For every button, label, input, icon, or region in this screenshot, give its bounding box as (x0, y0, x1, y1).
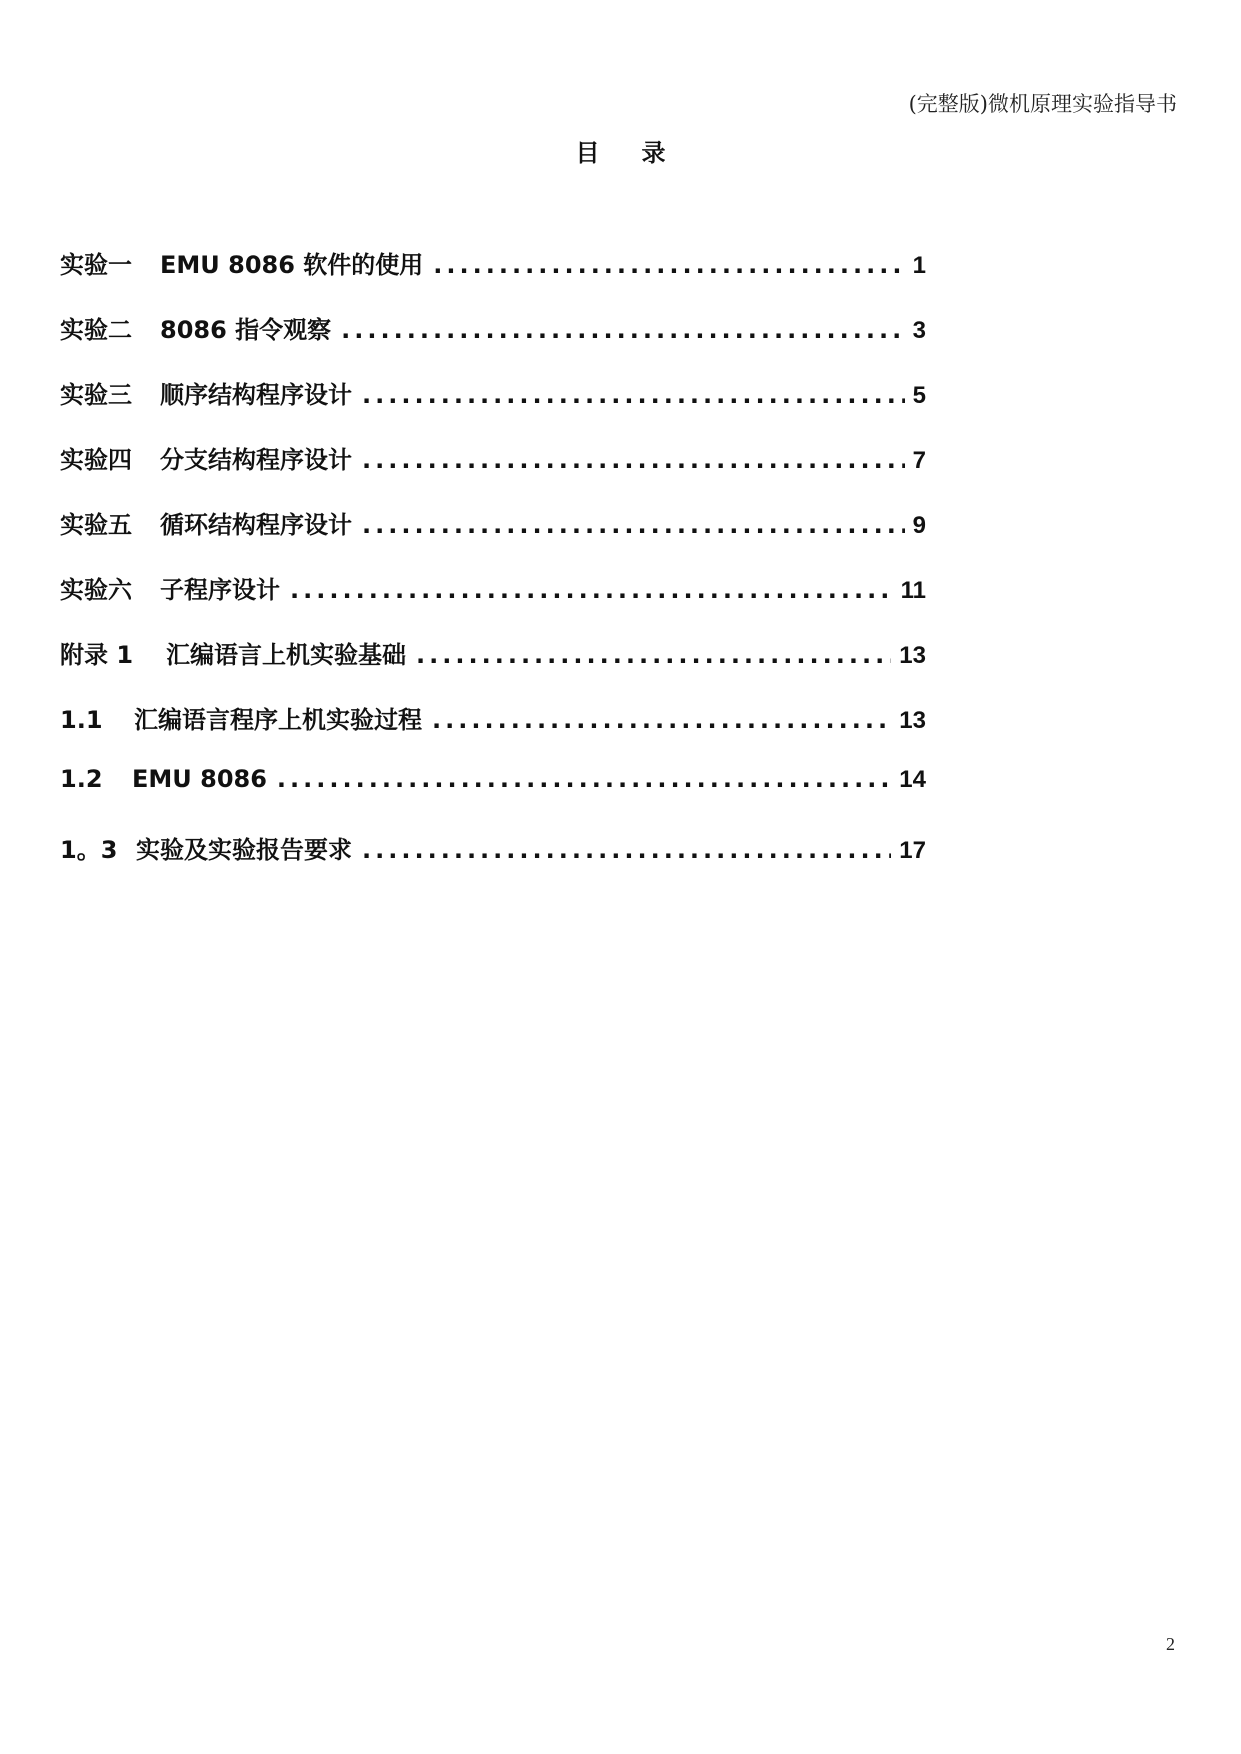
toc-entry-7[interactable] (60, 635, 926, 700)
toc-entry-number: 实验一 (60, 251, 132, 279)
toc-entry-page: 5 (912, 382, 926, 409)
dot-leader (277, 765, 891, 793)
dot-leader (362, 381, 905, 409)
toc-entry-3[interactable] (60, 375, 926, 440)
toc-entry-number: 1.1 (60, 706, 103, 734)
toc-entry-number: 实验四 (60, 446, 132, 474)
toc-entry-8[interactable] (60, 700, 926, 765)
toc-entry-title: 8086 指令观察 (160, 316, 332, 344)
dot-leader (433, 251, 904, 279)
toc-entry-number: 附录 1 (60, 641, 134, 669)
toc-entry-title: 循环结构程序设计 (160, 511, 352, 539)
toc-entry-page: 3 (912, 317, 926, 344)
toc-entry-page: 17 (899, 837, 926, 864)
toc-entry-page: 11 (900, 577, 926, 604)
toc-entry-number: 1.2 (60, 765, 103, 793)
toc-entry-4[interactable] (60, 440, 926, 505)
dot-leader (362, 511, 905, 539)
toc-entry-title: EMU 8086 (132, 765, 267, 793)
toc-entry-page: 13 (899, 642, 926, 669)
dot-leader (341, 316, 904, 344)
toc-entry-page: 1 (912, 252, 926, 279)
toc-entry-number: 实验六 (60, 576, 132, 604)
dot-leader (432, 706, 891, 734)
toc-entry-page: 9 (912, 512, 926, 539)
toc-entry-title: 实验及实验报告要求 (136, 836, 352, 864)
dot-leader (416, 641, 891, 669)
toc-entry-5[interactable] (60, 505, 926, 570)
toc-entry-title: 子程序设计 (160, 576, 280, 604)
toc-entry-10[interactable] (60, 830, 926, 895)
toc-entry-title: 顺序结构程序设计 (160, 381, 352, 409)
page-number: 2 (1166, 1634, 1175, 1654)
table-of-contents (60, 245, 926, 895)
dot-leader (362, 836, 891, 864)
toc-title: 目录 (575, 139, 708, 167)
toc-entry-9[interactable] (60, 765, 926, 830)
toc-entry-title: EMU 8086 软件的使用 (160, 251, 424, 279)
toc-entry-page: 7 (912, 447, 926, 474)
toc-entry-number: 实验三 (60, 381, 132, 409)
toc-entry-page: 13 (899, 707, 926, 734)
toc-entry-title: 汇编语言上机实验基础 (166, 641, 406, 669)
toc-entry-number: 实验二 (60, 316, 132, 344)
dot-leader (290, 576, 893, 604)
toc-entry-6[interactable] (60, 570, 926, 635)
toc-entry-1[interactable] (60, 245, 926, 310)
running-header: (完整版)微机原理实验指导书 (908, 92, 1177, 116)
toc-entry-number: 1。3 (60, 836, 118, 864)
toc-entry-title: 分支结构程序设计 (160, 446, 352, 474)
dot-leader (362, 446, 905, 474)
toc-entry-page: 14 (899, 766, 926, 793)
toc-entry-number: 实验五 (60, 511, 132, 539)
toc-entry-2[interactable] (60, 310, 926, 375)
toc-entry-title: 汇编语言程序上机实验过程 (134, 706, 422, 734)
